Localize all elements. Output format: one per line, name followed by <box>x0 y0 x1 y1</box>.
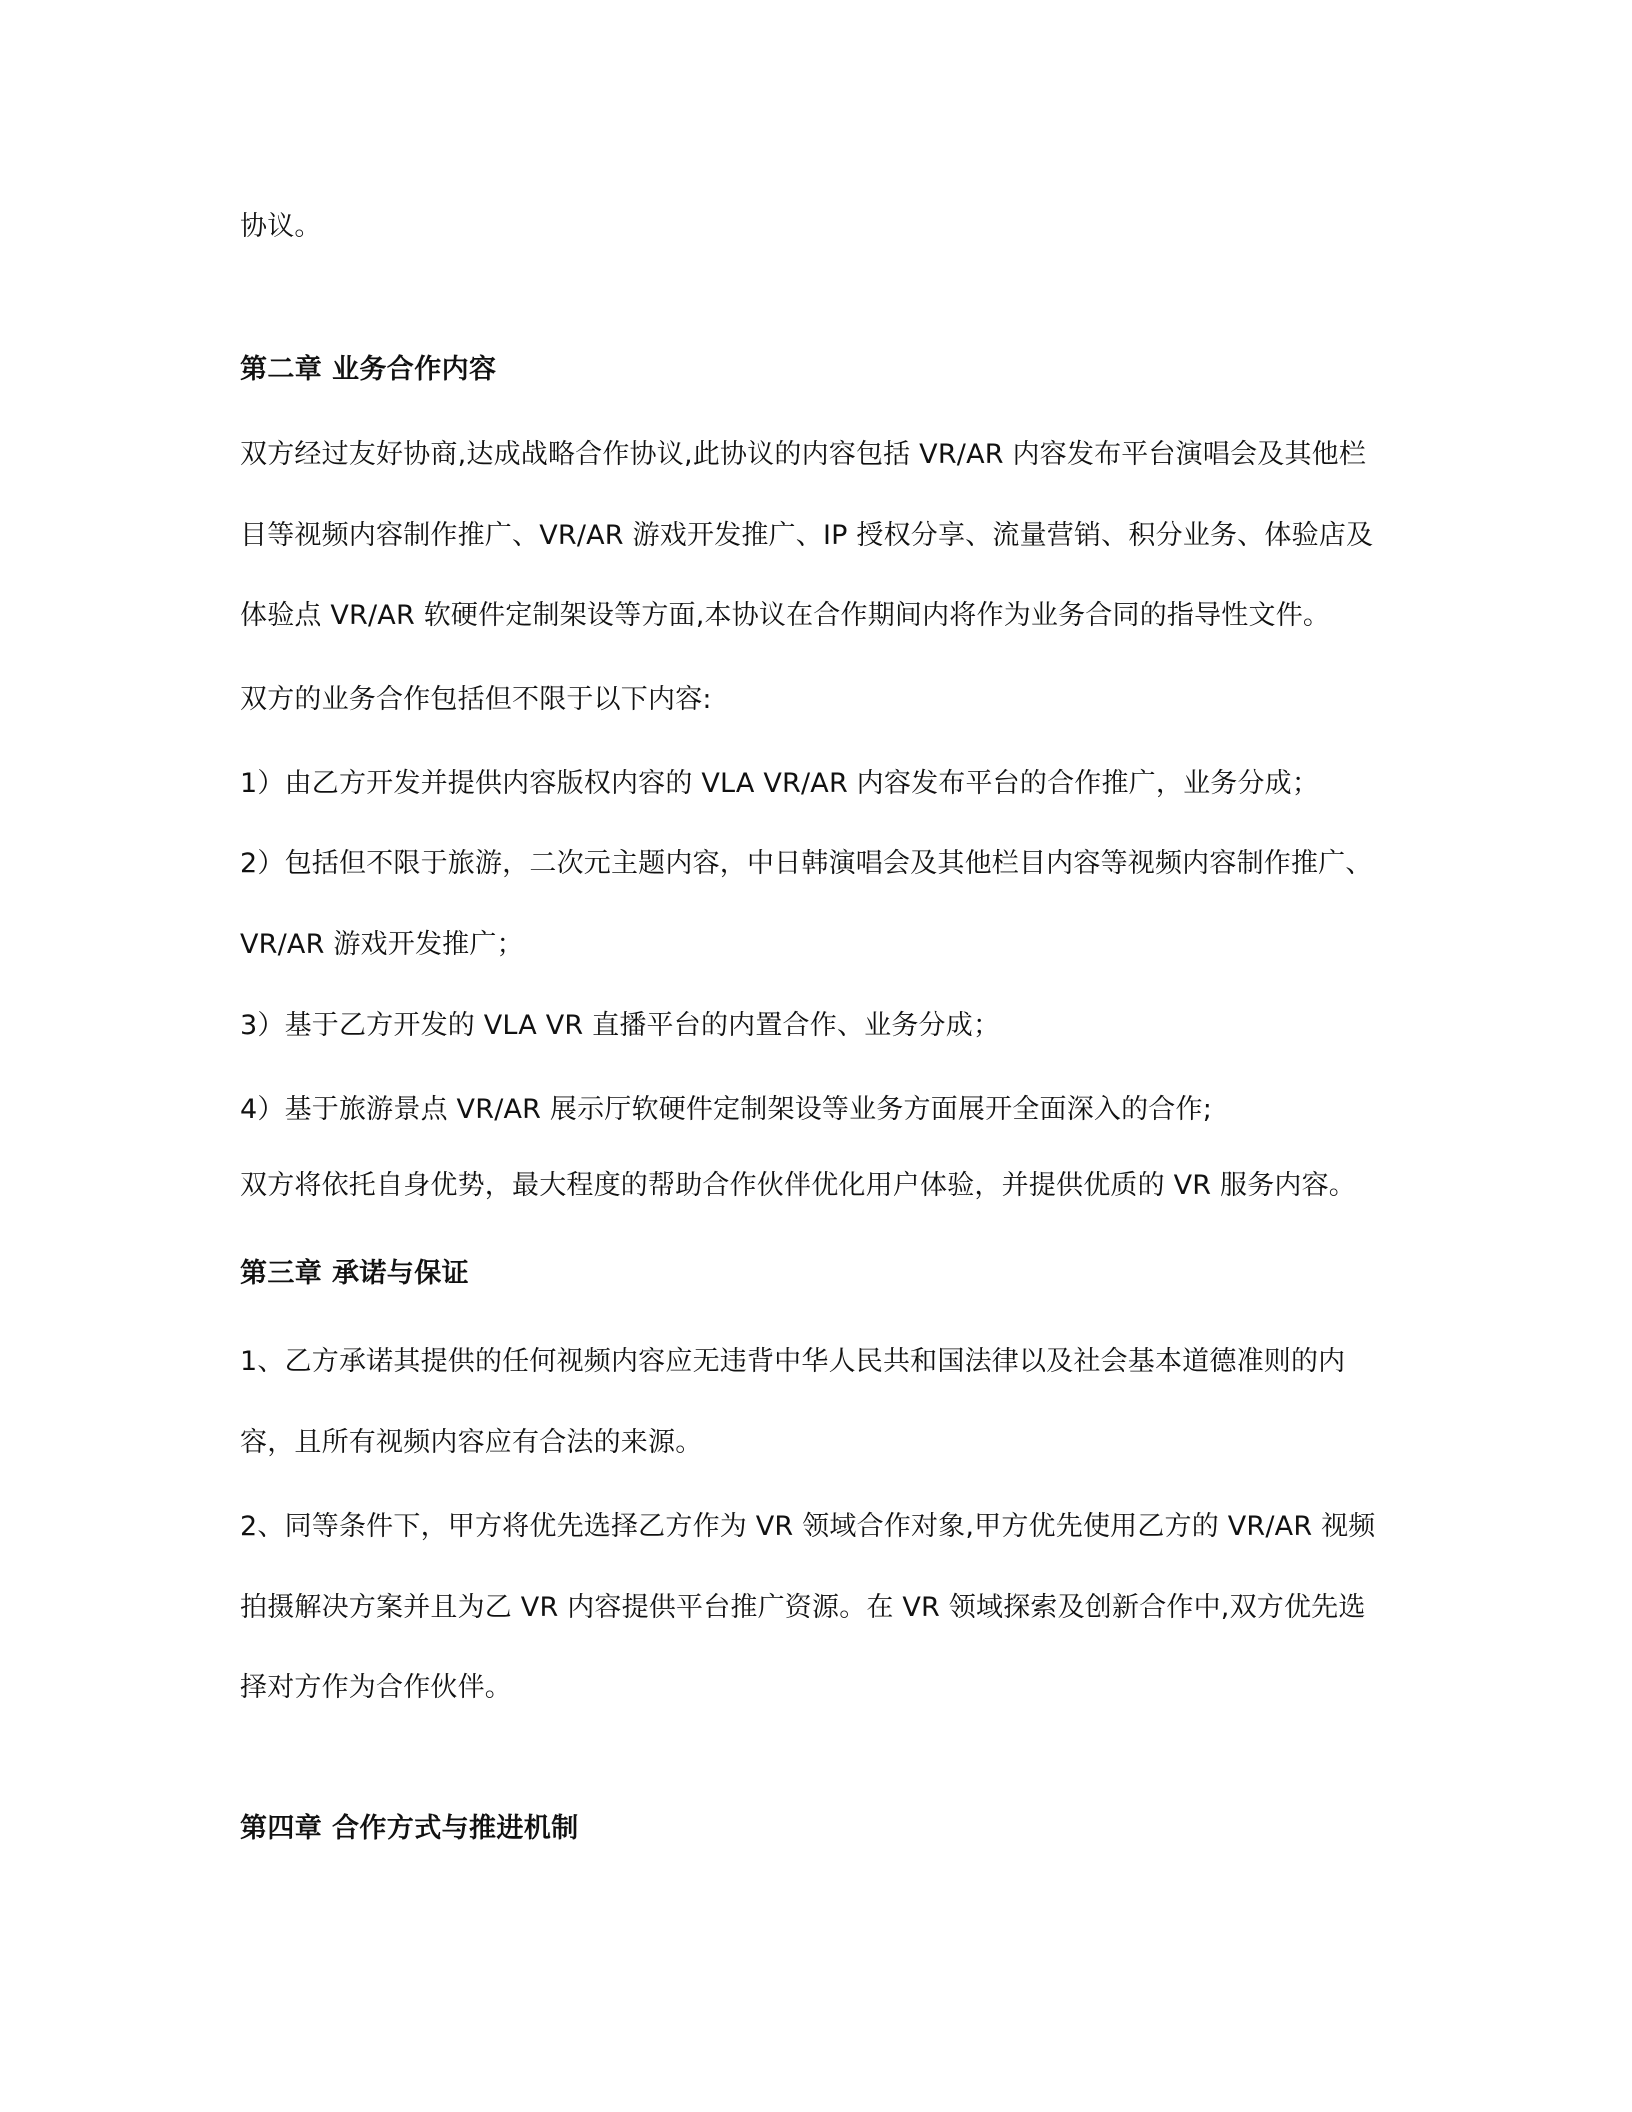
paragraph-line: 2、同等条件下，甲方将优先选择乙方作为 VR 领域合作对象,甲方优先使用乙方的 VR/AR 视频 <box>240 1511 1376 1542</box>
paragraph-line: 1、乙方承诺其提供的任何视频内容应无违背中华人民共和国法律以及社会基本道德准则的内 <box>240 1346 1346 1377</box>
paragraph-line: 择对方作为合作伙伴。 <box>240 1672 512 1703</box>
chapter-heading: 第三章 承诺与保证 <box>240 1258 469 1289</box>
list-item: 1）由乙方开发并提供内容版权内容的 VLA VR/AR 内容发布平台的合作推广，业务分成； <box>240 768 1320 799</box>
paragraph-line: 容，且所有视频内容应有合法的来源。 <box>240 1427 703 1458</box>
paragraph-line: 体验点 VR/AR 软硬件定制架设等方面,本协议在合作期间内将作为业务合同的指导性文件。 <box>240 600 1331 631</box>
paragraph-line: 双方经过友好协商,达成战略合作协议,此协议的内容包括 VR/AR 内容发布平台演唱会及其他栏 <box>240 439 1367 470</box>
paragraph-line: 双方将依托自身优势，最大程度的帮助合作伙伴优化用户体验，并提供优质的 VR 服务内容。 <box>240 1170 1356 1201</box>
list-item-continuation: VR/AR 游戏开发推广； <box>240 929 524 960</box>
paragraph-line: 目等视频内容制作推广、VR/AR 游戏开发推广、IP 授权分享、流量营销、积分业务、体验店及 <box>240 520 1374 551</box>
list-item: 2）包括但不限于旅游，二次元主题内容，中日韩演唱会及其他栏目内容等视频内容制作推广、 <box>240 848 1373 879</box>
chapter-heading: 第四章 合作方式与推进机制 <box>240 1813 579 1844</box>
paragraph-line: 双方的业务合作包括但不限于以下内容: <box>240 684 712 715</box>
list-item: 3）基于乙方开发的 VLA VR 直播平台的内置合作、业务分成； <box>240 1010 1001 1041</box>
list-item: 4）基于旅游景点 VR/AR 展示厅软硬件定制架设等业务方面展开全面深入的合作; <box>240 1094 1212 1125</box>
text-line: 协议。 <box>240 211 322 242</box>
chapter-heading: 第二章 业务合作内容 <box>240 354 497 385</box>
paragraph-line: 拍摄解决方案并且为乙 VR 内容提供平台推广资源。在 VR 领域探索及创新合作中,双方优先选 <box>240 1592 1366 1623</box>
